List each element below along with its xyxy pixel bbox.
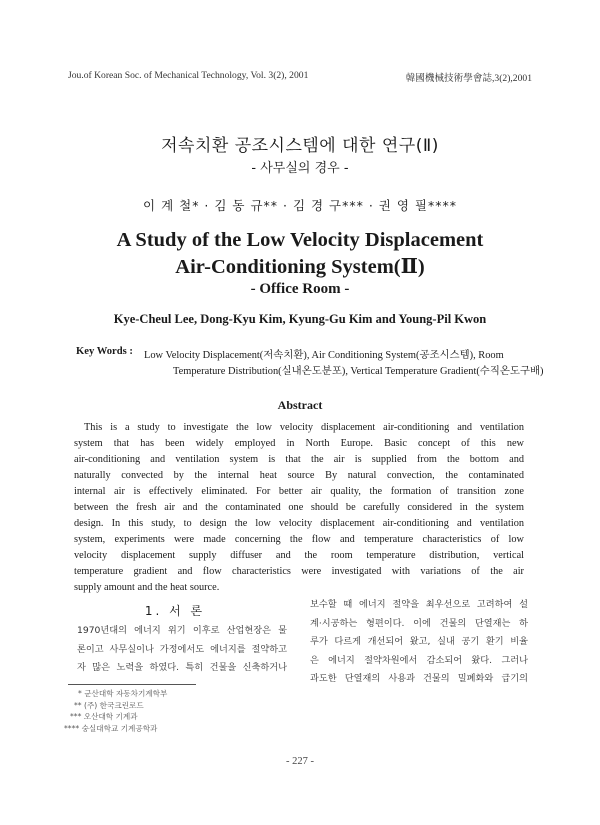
body-line: 1970년대의 에너지 위기 이후로 산업현장은 물	[77, 625, 287, 636]
abstract-line: between the fresh air and the contaminated one should be carefully considered in the system	[74, 502, 524, 514]
body-line: 은 에너지 절약차원에서 감소되어 왔다. 그러나	[310, 654, 528, 666]
footnotes	[64, 688, 167, 734]
abstract-line: This is a study to investigate the low velocity displacement air-conditioning and ventilation	[84, 422, 524, 433]
keywords-line-1: Low Velocity Displacement(저속치환), Air Conditioning System(공조시스템), Room	[144, 350, 504, 361]
footnote-affiliation-1: * 군산대학 자동차기계학부	[78, 689, 168, 698]
abstract-heading: Abstract	[277, 398, 323, 412]
korean-subtitle: - 사무실의 경우 -	[251, 161, 349, 176]
body-line: 과도한 단열재의 사용과 건물의 밀폐화와 급기의	[310, 673, 528, 685]
english-title-line-1: A Study of the Low Velocity Displacement	[116, 229, 484, 251]
abstract-line: velocity displacement supply diffuser and the room temperature distribution, vertical	[74, 550, 524, 562]
korean-authors: 이 계 철* · 김 동 규** · 김 경 구*** · 권 영 필****	[143, 198, 457, 213]
keywords-line-2: Temperature Distribution(실내온도분포), Vertical Temperature Gradient(수직온도구배)	[173, 366, 544, 377]
section-1-left-column	[77, 622, 287, 678]
abstract-line: air-conditioning and ventilation system is that the air is supplied from the bottom and	[74, 454, 524, 466]
journal-header-right: 韓國機械技術學會誌,3(2),2001	[405, 73, 532, 84]
abstract-line: design. In this study, to design the low velocity displacement air-conditioning and ventilation	[74, 518, 524, 530]
abstract-line: naturally convected by the internal heat source By natural convection, the contaminated	[74, 470, 524, 482]
abstract-line: supply amount and the heat source.	[74, 582, 220, 594]
body-line: 루가 다르게 개선되어 왔고, 실내 공기 환기 비율	[310, 636, 528, 648]
abstract-line: temperature gradient and flow characteristics were investigated with variations of the air	[74, 566, 524, 578]
body-line: 론이고 사무실이나 가정에서도 에너지를 절약하고	[77, 643, 287, 655]
body-line: 계·시공하는 형편이다. 이에 건물의 단열재는 하	[310, 617, 528, 629]
section-1-right-column	[310, 596, 528, 689]
section-1-heading: 1. 서 론	[144, 604, 206, 618]
body-line: 자 많은 노력을 하였다. 특히 건물을 신축하거나	[77, 662, 287, 674]
english-authors: Kye-Cheul Lee, Dong-Kyu Kim, Kyung-Gu Kim and Young-Pil Kwon	[113, 312, 487, 326]
body-line: 보수할 때 에너지 절약을 최우선으로 고려하여 설	[310, 599, 528, 610]
english-title-line-2: Air-Conditioning System(Ⅱ)	[175, 256, 425, 278]
english-subtitle: - Office Room -	[250, 281, 350, 297]
journal-header-left: Jou.of Korean Soc. of Mechanical Technology, Vol. 3(2), 2001	[68, 70, 309, 81]
footnote-affiliation-3: *** 오산대학 기계과	[70, 712, 138, 721]
footnote-affiliation-2: ** (주) 한국크린로드	[74, 700, 144, 710]
footnote-affiliation-4: **** 숭실대학교 기계공학과	[64, 723, 158, 733]
page-number: - 227 -	[286, 756, 314, 767]
abstract-line: system that has been widely employed in North Europe. Basic concept of this new	[74, 438, 524, 450]
abstract-line: system, experiments were made concerning the flow and temperature characteristics of low	[74, 534, 524, 546]
korean-title: 저속치환 공조시스템에 대한 연구(Ⅱ)	[161, 136, 439, 156]
keywords-label: Key Words :	[76, 346, 133, 357]
footnote-divider	[68, 684, 196, 685]
abstract-body	[74, 420, 524, 597]
abstract-line: internal air is effectively eliminated. For better air quality, the formation of transition zone	[74, 486, 524, 498]
